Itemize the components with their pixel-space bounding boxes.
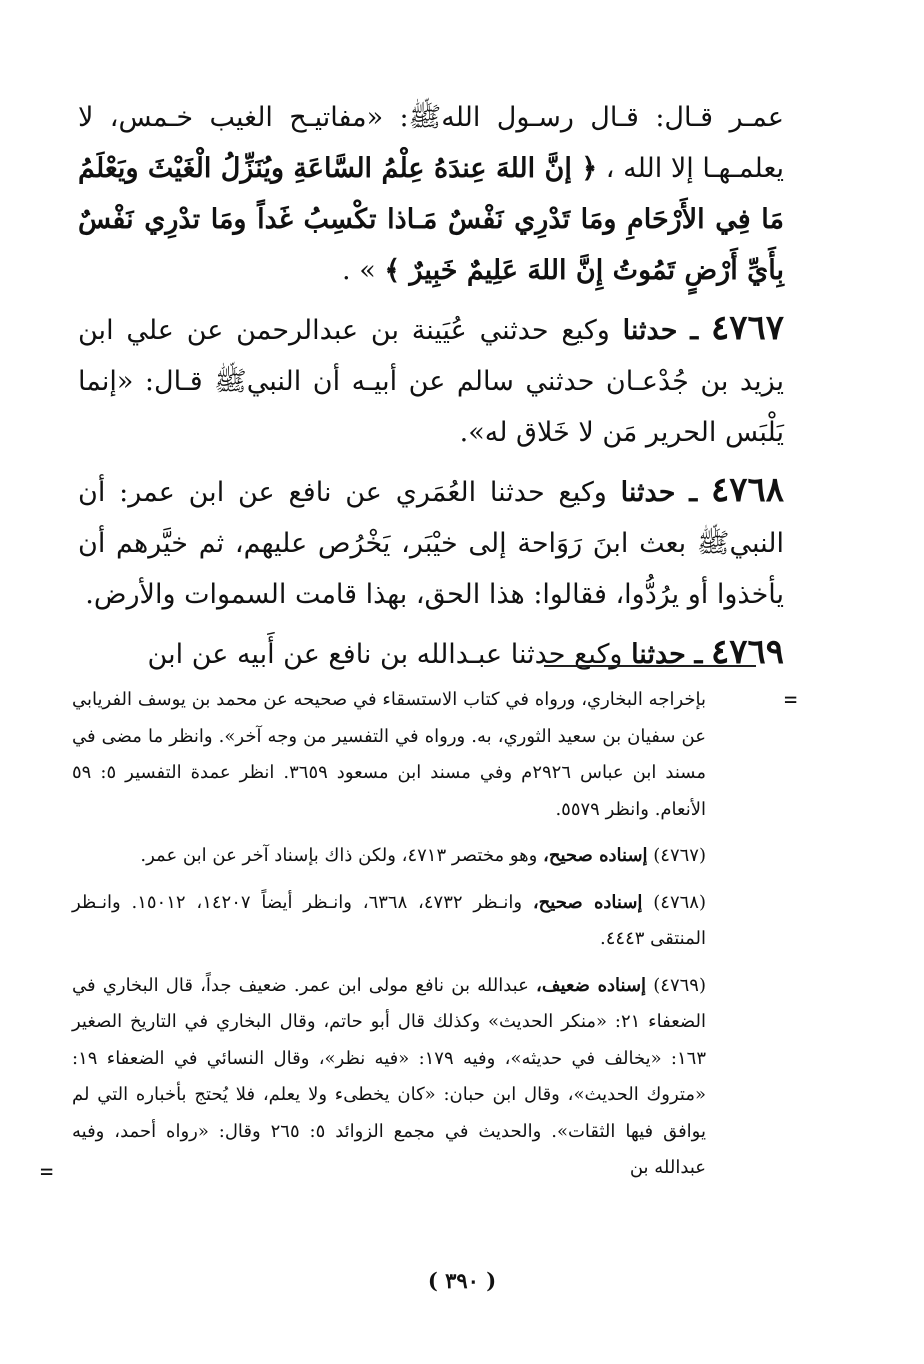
hadith-number: ٤٧٦٨ bbox=[710, 470, 784, 510]
quran-verse: ﴿ إنَّ اللهَ عِندَهُ عِلْمُ السَّاعَةِ ويُنَزِّلُ الْغَيْثَ ويَعْلَمُ مَا فِي الأَرْحَامِ ومَا تَدْرِي نَفْسٌ مَـاذا تكْسِبُ غَداً ومَا تدْرِي نَفْسٌ بِأَيِّ أَرْضٍ تَمُوتُ إِنَّ اللهَ عَلِيمٌ خَبِيرٌ ﴾ bbox=[78, 153, 784, 286]
hadith-text: وكيع حدثنا العُمَري عن نافع عن ابن عمر: أن النبيﷺ بعث ابنَ رَوَاحة إلى خيْبَر، يَخْرُص عليهم، ثم خيَّرهم أن يأخذوا أو يرُدُّوا، فقالوا: هذا الحق، بهذا قامت السموات والأرض. bbox=[78, 477, 784, 610]
continuation-marker-end: = bbox=[40, 1160, 54, 1185]
footnote-text: وانـظر ٤٧٣٢، ٦٣٦٨، وانـظر أيضاً ١٤٢٠٧، ١٥٠١٢. وانـظر المنتقى ٤٤٤٣. bbox=[72, 891, 706, 949]
hadith-opener: حدثنا bbox=[622, 315, 678, 346]
footnotes bbox=[72, 682, 706, 1197]
hadith-opener: حدثنا bbox=[620, 477, 676, 508]
continuation-marker: = bbox=[784, 688, 798, 713]
prior-hadith-end: » . bbox=[342, 255, 376, 286]
hadith-number: ٤٧٦٩ bbox=[710, 632, 784, 672]
hadith-dash: ـ bbox=[690, 315, 699, 346]
footnote-number: (٤٧٦٨) bbox=[653, 891, 706, 913]
hadith-number: ٤٧٦٧ bbox=[710, 308, 785, 348]
footnote-number: (٤٧٦٩) bbox=[653, 974, 706, 996]
page-number: ( ٣٩٠ ) bbox=[427, 1268, 497, 1293]
footnote-number: (٤٧٦٧) bbox=[653, 845, 706, 866]
paragraph-prior-hadith bbox=[78, 92, 784, 296]
hadith-dash: ـ bbox=[689, 477, 698, 508]
footnote-text: عبدالله بن نافع مولى ابن عمر. ضعيف جداً، قال البخاري في الضعفاء ٢١: «منكر الحديث» وكذلك قال أبو حاتم، وقال البخاري في التاريخ الصغير ١٦٣: «يخالف في حديثه»، وفيه ١٧٩: «فيه نظر»، وقال النسائي في الضعفاء ١٩: «متروك الحديث»، وقال ابن حبان: «كان يخطىء ولا يعلم، فلا يُحتج بأخباره التي لم يوافق فيها الثقات». والحديث في مجمع الزوائد ٥: ٢٦٥ وقال: «رواه أحمد، وفيه عبدالله بن bbox=[72, 974, 706, 1178]
hadith-opener: حدثنا bbox=[631, 639, 686, 670]
footnote-grade: إسناده صحيح، bbox=[543, 845, 648, 866]
main-text bbox=[78, 92, 784, 687]
footnote-text: وهو مختصر ٤٧١٣، ولكن ذاك بإسناد آخر عن ابن عمر. bbox=[140, 845, 538, 866]
footnote-4767 bbox=[72, 838, 706, 875]
hadith-4769 bbox=[78, 627, 784, 680]
footnote-grade: إسناده ضعيف، bbox=[536, 974, 647, 996]
footnote-separator bbox=[544, 665, 756, 667]
hadith-4767 bbox=[78, 303, 784, 458]
footnote-continued: بإخراجه البخاري، ورواه في كتاب الاستسقاء في صحيحه عن محمد بن يوسف الفريابي عن سفيان بن سعيد الثوري، به. ورواه في التفسير من وجه آخر». وانظر ما مضى في مسند ابن عباس ٢٩٢٦م وفي مسند ابن مسعود ٣٦٥٩. انظر عمدة التفسير ٥: ٥٩ الأنعام. وانظر ٥٥٧٩. bbox=[72, 689, 706, 820]
footnote-grade: إسناده صحيح، bbox=[532, 891, 643, 913]
prior-hadith-text: عمـر قـال: قـال رسـول اللهﷺ: «مفاتيـح الغيب خـمس، لا يعلمـهـا إلا الله ، bbox=[78, 102, 784, 184]
footnote-4768 bbox=[72, 885, 706, 958]
hadith-text: وكيع حدثني عُيَينة بن عبدالرحمن عن علي ابن يزيد بن جُدْعـان حدثني سالم عن أبيـه أن النبيﷺ قـال: «إنما يَلْبَس الحرير مَن لا خَلاق له». bbox=[78, 315, 784, 448]
hadith-dash: ـ bbox=[694, 639, 703, 670]
footnote-4769 bbox=[72, 968, 706, 1187]
hadith-4768 bbox=[78, 465, 784, 620]
hadith-text: وكيع حدثنا عبـدالله بن نافع عن أَبيه عن ابن bbox=[147, 639, 623, 670]
